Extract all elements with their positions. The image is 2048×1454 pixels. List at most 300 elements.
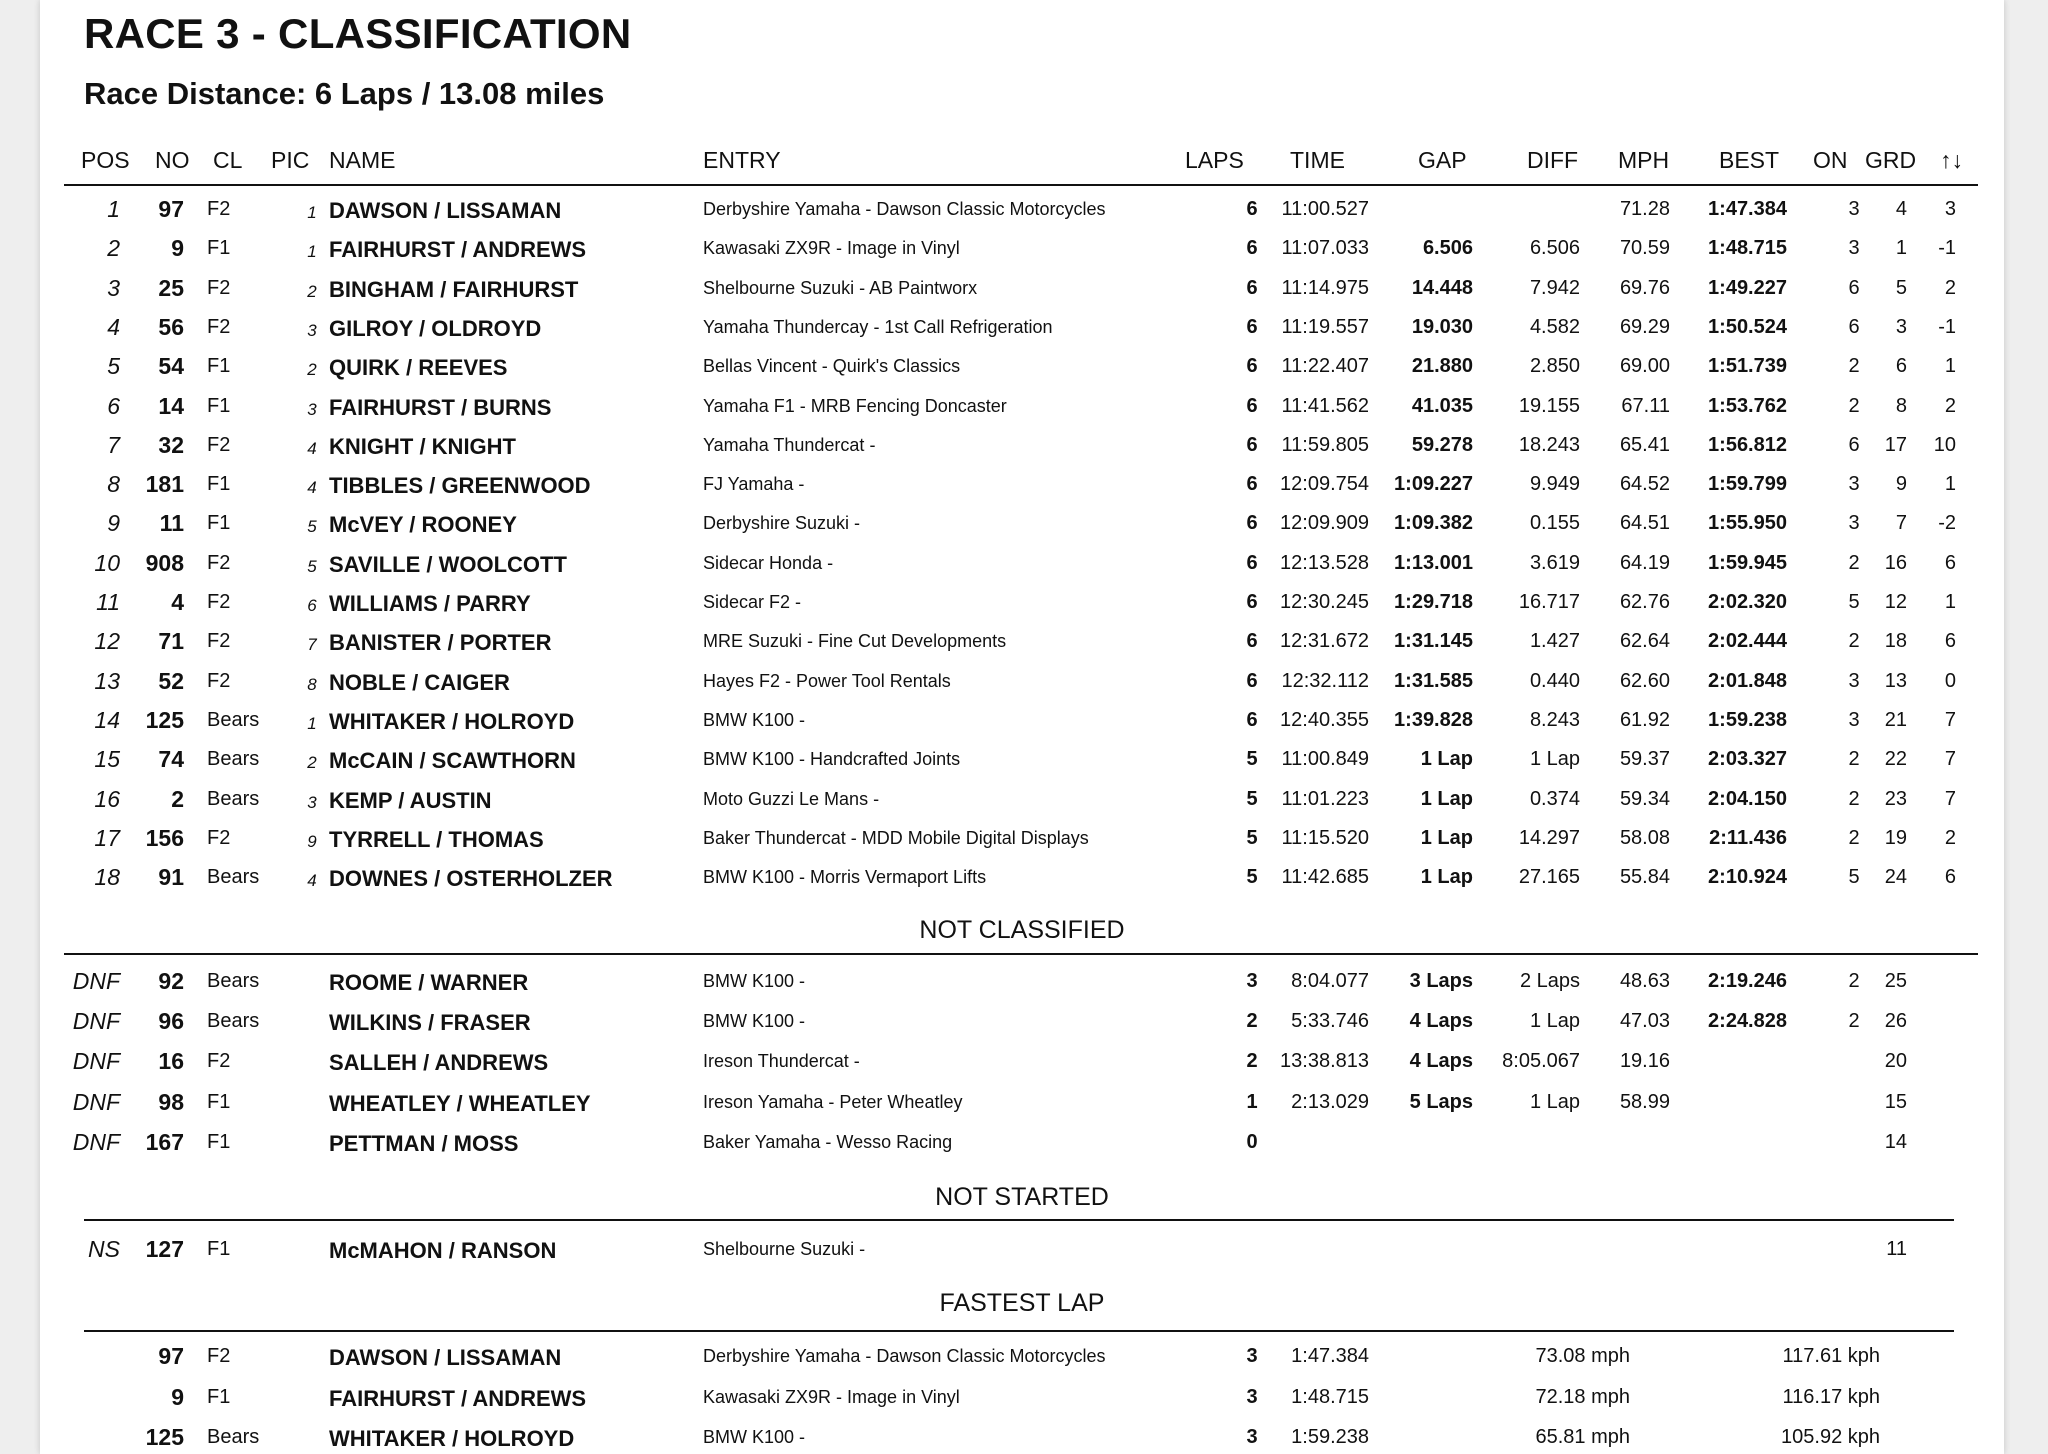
cell-diff: 0.155 — [1529, 512, 1580, 535]
cell-entry: Baker Yamaha - Wesso Racing — [703, 1131, 953, 1152]
cell-mph: 64.52 — [1619, 473, 1670, 496]
cell-pos: 18 — [94, 864, 120, 891]
cell-cl: F2 — [207, 433, 231, 456]
result-row — [40, 464, 2004, 504]
cell-entry: Moto Guzzi Le Mans - — [703, 788, 880, 809]
cell-pic: 3 — [307, 320, 317, 340]
cell-cl: F2 — [207, 630, 231, 653]
cell-laps: 6 — [1246, 551, 1258, 574]
cell-gap: 1:13.001 — [1394, 551, 1473, 574]
cell-entry: Sidecar F2 - — [703, 592, 802, 612]
fastest-lap-rule — [84, 1330, 1954, 1332]
not-classified-title: NOT CLASSIFIED — [919, 916, 1125, 944]
cell-kph: 105.92 kph — [1781, 1426, 1880, 1448]
cell-laps: 3 — [1246, 970, 1258, 992]
result-row — [40, 818, 2004, 858]
cell-time: 12:32.112 — [1281, 669, 1369, 692]
cell-laps: 2 — [1246, 1010, 1258, 1033]
cell-chg: 1 — [1944, 473, 1956, 496]
cell-time: 11:01.223 — [1281, 787, 1369, 810]
cell-pic: 2 — [307, 753, 317, 773]
cell-no: 9 — [171, 235, 184, 262]
cell-cl: F2 — [207, 315, 231, 338]
cell-laps: 6 — [1246, 355, 1258, 378]
cell-entry: BMW K100 - — [703, 709, 806, 730]
result-row — [40, 425, 2004, 465]
cell-entry: Hayes F2 - Power Tool Rentals — [703, 670, 951, 691]
cell-cl: F1 — [207, 1090, 231, 1113]
cell-no: 32 — [158, 431, 184, 458]
cell-no: 156 — [145, 824, 184, 851]
cell-name: DOWNES / OSTERHOLZER — [329, 866, 613, 892]
cell-pos: 16 — [94, 785, 120, 812]
page-title: RACE 3 - CLASSIFICATION — [84, 10, 632, 57]
cell-pic: 2 — [307, 360, 317, 380]
cell-no: 2 — [171, 785, 184, 812]
cell-pos: DNF — [72, 1088, 120, 1115]
cell-time: 11:07.033 — [1281, 237, 1369, 260]
result-row — [40, 661, 2004, 701]
cell-no: 96 — [158, 1008, 184, 1035]
cell-chg: -1 — [1938, 237, 1956, 260]
cell-cl: Bears — [207, 866, 260, 889]
cell-diff: 1 Lap — [1529, 1090, 1580, 1113]
cell-laps: 6 — [1246, 433, 1258, 456]
cell-on: 2 — [1848, 787, 1860, 810]
cell-cl: F1 — [207, 1238, 231, 1260]
cell-no: 14 — [158, 392, 184, 419]
col-on: ON — [1813, 147, 1848, 173]
cell-pic: 4 — [307, 438, 317, 458]
cell-name: FAIRHURST / ANDREWS — [329, 1385, 587, 1411]
cell-mph: 58.99 — [1619, 1090, 1670, 1113]
cell-name: SALLEH / ANDREWS — [329, 1050, 549, 1076]
cell-pos: DNF — [72, 968, 120, 994]
cell-best: 2:04.150 — [1708, 787, 1787, 810]
cell-no: 54 — [158, 353, 184, 380]
cell-best: 2:11.436 — [1709, 826, 1787, 849]
cell-time: 1:59.238 — [1291, 1426, 1369, 1448]
cell-cl: Bears — [207, 1426, 260, 1448]
cell-name: WILLIAMS / PARRY — [329, 591, 531, 616]
cell-grd: 22 — [1884, 748, 1907, 771]
cell-name: GILROY / OLDROYD — [329, 315, 542, 341]
result-row — [40, 857, 2004, 897]
cell-pic: 6 — [307, 596, 317, 615]
cell-diff: 19.155 — [1518, 394, 1580, 417]
cell-pos: 8 — [107, 471, 120, 498]
cell-laps: 5 — [1246, 748, 1258, 771]
col-time: TIME — [1290, 147, 1345, 173]
cell-kph: 117.61 kph — [1782, 1345, 1880, 1367]
dnf-row — [40, 1082, 2004, 1122]
result-row — [40, 739, 2004, 779]
dnf-row — [40, 1122, 2004, 1162]
cell-chg: 3 — [1944, 198, 1956, 220]
cell-no: 92 — [158, 968, 184, 994]
cell-no: 56 — [158, 313, 184, 340]
cell-name: WHEATLEY / WHEATLEY — [329, 1090, 591, 1116]
cell-mph: 72.18 mph — [1535, 1385, 1630, 1408]
cell-name: SAVILLE / WOOLCOTT — [329, 551, 567, 577]
cell-pos: 17 — [94, 824, 120, 851]
cell-no: 74 — [158, 746, 184, 773]
cell-name: FAIRHURST / ANDREWS — [329, 237, 587, 263]
cell-no: 16 — [158, 1048, 184, 1075]
cell-mph: 70.59 — [1619, 237, 1670, 260]
cell-mph: 62.60 — [1619, 669, 1670, 692]
not-classified-rule — [64, 953, 1978, 955]
cell-diff: 18.243 — [1518, 433, 1580, 456]
cell-lap: 3 — [1246, 1345, 1258, 1367]
cell-name: KEMP / AUSTIN — [329, 787, 492, 813]
column-header-row — [40, 140, 2004, 180]
cell-gap: 5 Laps — [1409, 1090, 1473, 1113]
cell-gap: 1:29.718 — [1394, 591, 1473, 613]
cell-pic: 2 — [307, 281, 317, 301]
cell-on: 3 — [1848, 473, 1860, 496]
cell-cl: F1 — [207, 394, 231, 417]
col-mph: MPH — [1618, 147, 1670, 173]
cell-cl: F1 — [207, 512, 231, 535]
cell-on: 2 — [1848, 394, 1860, 417]
cell-laps: 5 — [1246, 866, 1258, 889]
cell-pic: 7 — [307, 635, 317, 655]
cell-cl: F1 — [207, 473, 231, 496]
cell-mph: 64.51 — [1619, 512, 1670, 535]
cell-diff: 0.374 — [1529, 787, 1580, 810]
cell-best: 1:51.739 — [1708, 355, 1787, 378]
cell-cl: F1 — [207, 237, 231, 260]
not-started-title: NOT STARTED — [935, 1183, 1109, 1211]
cell-cl: F2 — [207, 551, 231, 574]
cell-grd: 25 — [1884, 970, 1907, 992]
not-started-rule — [84, 1219, 1954, 1221]
cell-pic: 3 — [307, 792, 317, 812]
cell-no: 91 — [158, 864, 184, 891]
cell-mph: 48.63 — [1619, 970, 1670, 992]
cell-entry: Yamaha Thundercat - — [703, 434, 876, 455]
cell-chg: 6 — [1944, 551, 1956, 574]
cell-best: 1:48.715 — [1708, 237, 1787, 260]
cell-no: 4 — [171, 589, 184, 615]
cell-gap: 1 Lap — [1420, 826, 1473, 849]
cell-gap: 1 Lap — [1420, 748, 1473, 771]
cell-on: 3 — [1848, 669, 1860, 692]
cell-mph: 47.03 — [1619, 1010, 1670, 1033]
cell-mph: 69.76 — [1619, 276, 1670, 299]
cell-entry: Kawasaki ZX9R - Image in Vinyl — [703, 238, 960, 259]
cell-gap: 1 Lap — [1420, 787, 1473, 810]
cell-name: DAWSON / LISSAMAN — [329, 198, 562, 223]
cell-cl: F1 — [207, 1385, 231, 1408]
cell-time: 5:33.746 — [1291, 1010, 1369, 1033]
cell-pos: 6 — [107, 392, 120, 419]
cell-gap: 1:39.828 — [1394, 708, 1473, 731]
cell-cl: F2 — [207, 591, 231, 613]
col-updown: ↑↓ — [1940, 147, 1963, 173]
dnf-row — [40, 1001, 2004, 1041]
cell-best: 2:24.828 — [1708, 1010, 1787, 1033]
cell-chg: 2 — [1944, 394, 1956, 417]
cell-chg: -2 — [1938, 512, 1956, 535]
results-sheet — [40, 0, 2004, 1454]
cell-laps: 6 — [1246, 473, 1258, 496]
cell-time: 11:00.527 — [1281, 198, 1369, 220]
cell-mph: 64.19 — [1619, 551, 1670, 574]
cell-laps: 6 — [1246, 315, 1258, 338]
cell-mph: 73.08 mph — [1535, 1345, 1630, 1367]
cell-pos: 7 — [107, 431, 120, 458]
cell-pic: 4 — [307, 871, 317, 891]
ns-row — [40, 1229, 2004, 1269]
cell-no: 9 — [171, 1383, 184, 1410]
result-row — [40, 307, 2004, 347]
cell-best: 1:55.950 — [1708, 512, 1787, 535]
cell-entry: Kawasaki ZX9R - Image in Vinyl — [703, 1386, 960, 1407]
cell-pos: 14 — [94, 706, 120, 733]
cell-pos: 4 — [107, 313, 120, 340]
cell-on: 2 — [1848, 630, 1860, 653]
cell-no: 127 — [145, 1236, 184, 1262]
cell-entry: Bellas Vincent - Quirk's Classics — [703, 356, 961, 377]
cell-mph: 55.84 — [1619, 866, 1670, 889]
cell-time: 2:13.029 — [1291, 1090, 1369, 1113]
cell-best: 1:56.812 — [1708, 433, 1787, 456]
result-row — [40, 228, 2004, 268]
cell-mph: 61.92 — [1619, 708, 1670, 731]
cell-diff: 7.942 — [1529, 276, 1580, 299]
cell-grd: 3 — [1895, 315, 1907, 338]
cell-grd: 17 — [1884, 433, 1907, 456]
cell-gap: 6.506 — [1422, 237, 1473, 260]
cell-entry: Derbyshire Yamaha - Dawson Classic Motorcycles — [703, 1346, 1106, 1366]
cell-grd: 23 — [1884, 787, 1907, 810]
cell-laps: 6 — [1246, 630, 1258, 653]
cell-laps: 6 — [1246, 591, 1258, 613]
cell-laps: 6 — [1246, 394, 1258, 417]
cell-on: 2 — [1848, 1010, 1860, 1033]
cell-cl: F2 — [207, 276, 231, 299]
cell-mph: 69.29 — [1619, 315, 1670, 338]
cell-on: 5 — [1848, 591, 1860, 613]
cell-time: 11:41.562 — [1281, 394, 1369, 417]
cell-best: 1:59.238 — [1708, 708, 1787, 731]
cell-pic: 5 — [307, 517, 317, 537]
cell-mph: 62.76 — [1619, 591, 1670, 613]
cell-time: 12:30.245 — [1280, 591, 1369, 613]
dnf-row — [40, 961, 2004, 1001]
cell-best: 2:02.320 — [1708, 591, 1787, 613]
cell-name: WILKINS / FRASER — [329, 1010, 531, 1036]
cell-time: 12:09.754 — [1280, 473, 1369, 496]
cell-name: WHITAKER / HOLROYD — [329, 1426, 575, 1451]
col-laps: LAPS — [1185, 147, 1244, 173]
cell-entry: Ireson Thundercat - — [703, 1051, 860, 1072]
cell-entry: Derbyshire Yamaha - Dawson Classic Motorcycles — [703, 199, 1106, 219]
cell-grd: 12 — [1884, 591, 1907, 613]
cell-diff: 1.427 — [1529, 630, 1580, 653]
cell-gap: 1 Lap — [1420, 866, 1473, 889]
cell-on: 2 — [1848, 826, 1860, 849]
cell-pos: 3 — [107, 274, 120, 301]
cell-gap: 1:31.585 — [1394, 669, 1473, 692]
cell-time: 12:31.672 — [1280, 630, 1369, 653]
fastest-lap-row — [40, 1417, 2004, 1454]
cell-diff: 8.243 — [1529, 708, 1580, 731]
cell-name: BINGHAM / FAIRHURST — [329, 276, 579, 302]
cell-pic: 1 — [307, 203, 317, 222]
cell-pic: 3 — [307, 399, 317, 419]
cell-cl: Bears — [207, 708, 260, 731]
col-diff: DIFF — [1527, 147, 1579, 173]
cell-time: 11:22.407 — [1281, 355, 1369, 378]
cell-no: 97 — [158, 1343, 184, 1369]
cell-mph: 69.00 — [1619, 355, 1670, 378]
cell-diff: 8:05.067 — [1502, 1050, 1580, 1073]
cell-entry: Derbyshire Suzuki - — [703, 513, 861, 534]
cell-grd: 4 — [1895, 198, 1907, 220]
cell-pos: 11 — [96, 589, 120, 615]
result-row — [40, 503, 2004, 543]
cell-time: 1:48.715 — [1291, 1385, 1369, 1408]
cell-pos: 12 — [94, 628, 120, 655]
cell-pos: DNF — [72, 1048, 120, 1075]
cell-cl: F2 — [207, 826, 231, 849]
cell-entry: Shelbourne Suzuki - — [703, 1239, 866, 1259]
cell-diff: 1 Lap — [1529, 1010, 1580, 1033]
cell-laps: 5 — [1246, 787, 1258, 810]
cell-best: 2:01.848 — [1708, 669, 1787, 692]
cell-gap: 1:31.145 — [1394, 630, 1473, 653]
cell-pos: DNF — [72, 1008, 120, 1035]
cell-grd: 9 — [1895, 473, 1907, 496]
cell-laps: 6 — [1246, 708, 1258, 731]
cell-on: 2 — [1848, 970, 1860, 992]
cell-name: QUIRK / REEVES — [329, 355, 508, 381]
cell-gap: 4 Laps — [1409, 1010, 1473, 1033]
cell-pos: 5 — [107, 353, 120, 380]
cell-diff: 14.297 — [1518, 826, 1580, 849]
cell-diff: 9.949 — [1529, 473, 1580, 496]
cell-entry: BMW K100 - — [703, 1427, 806, 1447]
cell-laps: 6 — [1246, 276, 1258, 299]
cell-laps: 1 — [1246, 1090, 1258, 1113]
cell-best: 1:59.799 — [1708, 473, 1787, 496]
cell-mph: 62.64 — [1619, 630, 1670, 653]
cell-gap: 59.278 — [1411, 433, 1473, 456]
cell-gap: 4 Laps — [1409, 1050, 1473, 1073]
cell-cl: Bears — [207, 970, 260, 992]
cell-best: 2:03.327 — [1708, 748, 1787, 771]
cell-diff: 6.506 — [1529, 237, 1580, 260]
result-row — [40, 779, 2004, 819]
cell-cl: F2 — [207, 198, 231, 220]
cell-cl: F2 — [207, 1345, 231, 1367]
cell-grd: 21 — [1884, 708, 1907, 731]
cell-name: McVEY / ROONEY — [329, 512, 517, 538]
cell-time: 11:14.975 — [1281, 276, 1369, 299]
cell-grd: 26 — [1884, 1010, 1907, 1033]
cell-pos: DNF — [72, 1128, 120, 1155]
cell-mph: 65.41 — [1619, 433, 1670, 456]
cell-pic: 8 — [307, 674, 317, 694]
cell-grd: 20 — [1884, 1050, 1907, 1073]
cell-gap: 19.030 — [1411, 315, 1473, 338]
cell-best: 2:02.444 — [1708, 630, 1787, 653]
cell-grd: 7 — [1895, 512, 1907, 535]
cell-grd: 1 — [1895, 237, 1907, 260]
cell-name: McMAHON / RANSON — [329, 1238, 557, 1263]
cell-chg: 7 — [1944, 748, 1956, 771]
header-rule — [64, 184, 1978, 186]
cell-name: NOBLE / CAIGER — [329, 669, 510, 695]
cell-chg: 2 — [1944, 826, 1956, 849]
cell-no: 98 — [158, 1088, 184, 1115]
cell-entry: BMW K100 - Handcrafted Joints — [703, 749, 961, 770]
cell-chg: 10 — [1933, 433, 1956, 456]
cell-name: PETTMAN / MOSS — [329, 1130, 519, 1156]
dnf-row — [40, 1041, 2004, 1081]
cell-pos: 2 — [107, 235, 120, 262]
cell-pos: NS — [88, 1236, 120, 1262]
cell-mph: 65.81 mph — [1535, 1426, 1630, 1448]
cell-no: 11 — [159, 510, 184, 537]
cell-chg: 6 — [1944, 630, 1956, 653]
col-pic: PIC — [271, 147, 310, 173]
cell-on: 3 — [1848, 512, 1860, 535]
cell-entry: Shelbourne Suzuki - AB Paintworx — [703, 277, 978, 298]
fastest-lap-title: FASTEST LAP — [939, 1289, 1105, 1317]
cell-chg: 7 — [1944, 708, 1956, 731]
cell-best: 1:49.227 — [1708, 276, 1787, 299]
cell-diff: 0.440 — [1529, 669, 1580, 692]
cell-mph: 71.28 — [1619, 198, 1670, 220]
cell-best: 1:53.762 — [1708, 394, 1787, 417]
cell-name: ROOME / WARNER — [329, 970, 529, 995]
cell-laps: 5 — [1246, 826, 1258, 849]
cell-entry: BMW K100 - — [703, 1011, 806, 1032]
cell-entry: FJ Yamaha - — [703, 474, 805, 495]
cell-mph: 67.11 — [1621, 394, 1670, 417]
cell-entry: Sidecar Honda - — [703, 552, 834, 573]
cell-chg: 2 — [1944, 276, 1956, 299]
result-row — [40, 543, 2004, 583]
result-row — [40, 582, 2004, 622]
cell-time: 11:42.685 — [1281, 866, 1369, 889]
cell-no: 25 — [158, 274, 184, 301]
cell-diff: 3.619 — [1529, 551, 1580, 574]
race-distance: Race Distance: 6 Laps / 13.08 miles — [84, 76, 605, 111]
cell-mph: 58.08 — [1619, 826, 1670, 849]
col-entry: ENTRY — [703, 147, 781, 173]
cell-time: 12:40.355 — [1280, 708, 1369, 731]
cell-grd: 6 — [1895, 355, 1907, 378]
cell-best: 1:47.384 — [1708, 198, 1787, 220]
cell-entry: Ireson Yamaha - Peter Wheatley — [703, 1091, 963, 1112]
cell-on: 6 — [1848, 315, 1860, 338]
result-row — [40, 346, 2004, 386]
cell-pic: 1 — [307, 713, 317, 733]
col-gap: GAP — [1418, 147, 1467, 173]
cell-lap: 3 — [1246, 1426, 1258, 1448]
cell-cl: F1 — [207, 1130, 231, 1153]
cell-on: 3 — [1848, 198, 1860, 220]
cell-diff: 4.582 — [1529, 315, 1580, 338]
cell-grd: 16 — [1884, 551, 1907, 574]
cell-entry: BMW K100 - Morris Vermaport Lifts — [703, 867, 987, 888]
cell-diff: 27.165 — [1518, 866, 1580, 889]
